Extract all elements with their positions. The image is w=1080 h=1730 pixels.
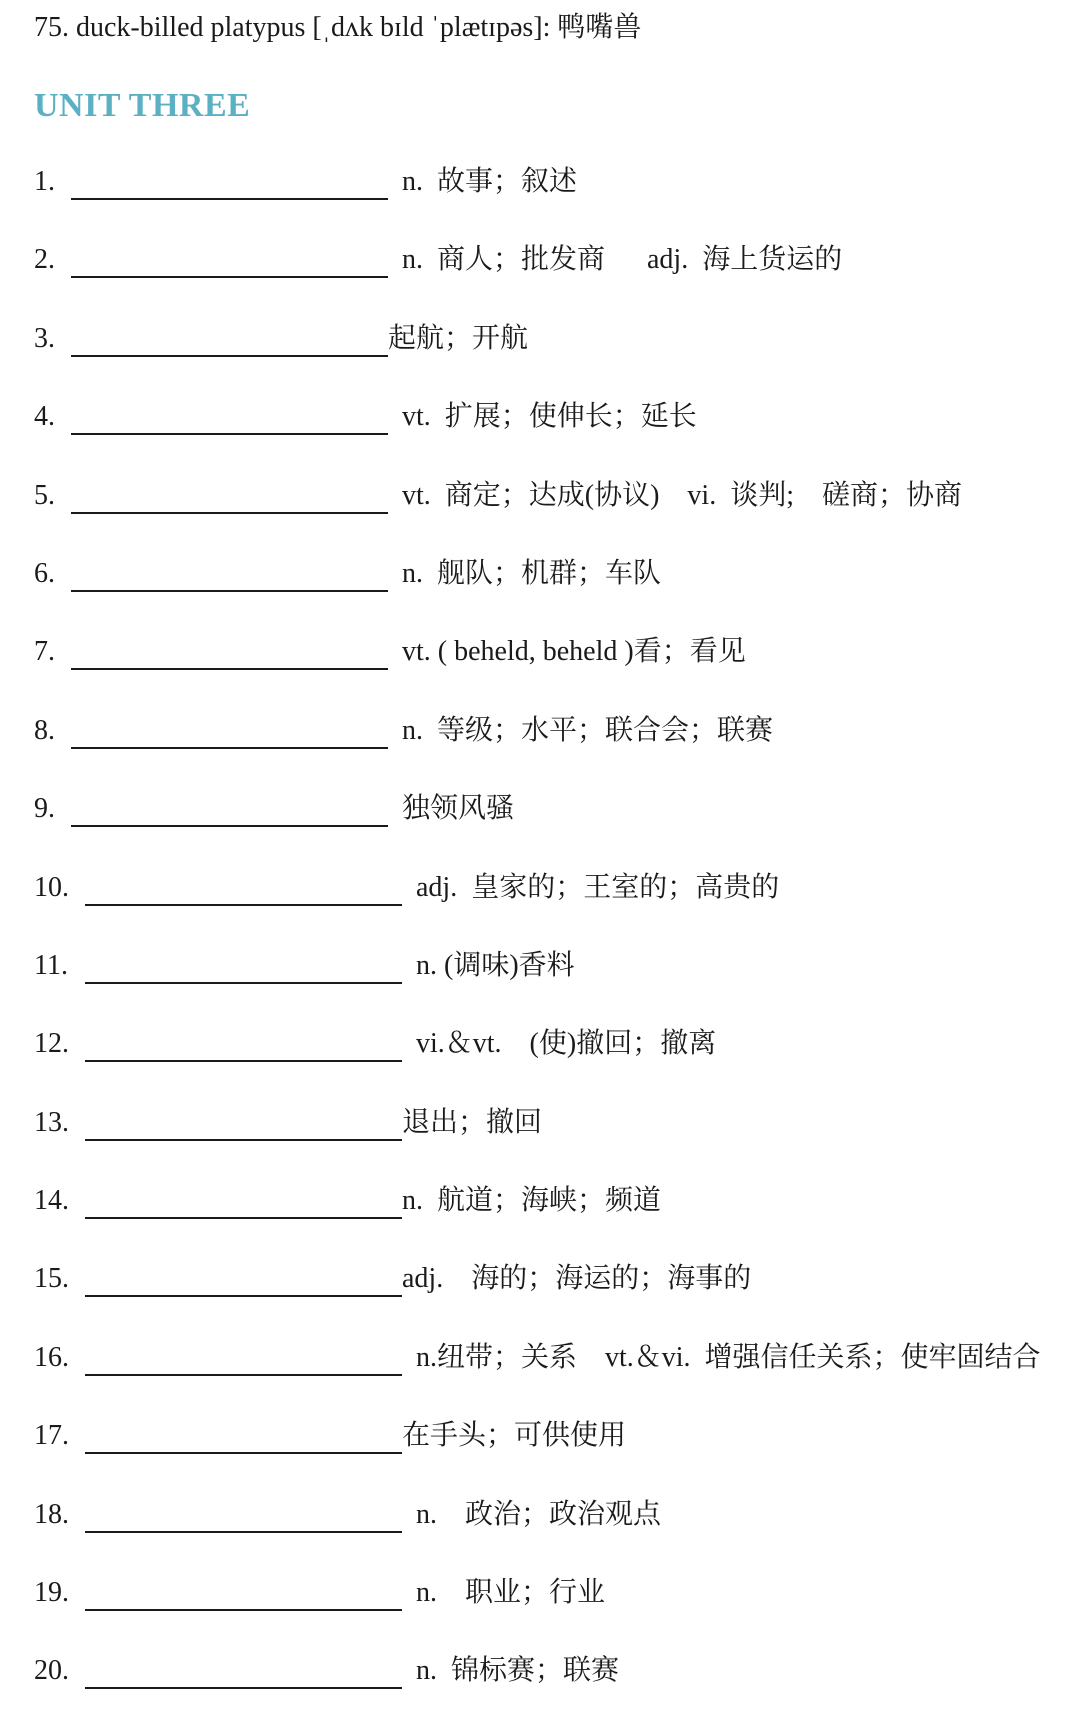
- answer-blank[interactable]: [71, 198, 388, 200]
- vocab-item: [0, 1338, 1080, 1416]
- vocab-item: [0, 162, 1080, 240]
- item-definition: n. 等级；水平；联合会；联赛: [402, 714, 774, 746]
- item-definition: n. 锦标赛；联赛: [416, 1655, 620, 1687]
- item-definition: vt. 商定；达成(协议) vi. 谈判; 磋商；协商: [402, 479, 962, 511]
- answer-blank[interactable]: [85, 1217, 402, 1219]
- answer-blank[interactable]: [85, 1295, 402, 1297]
- item-definition: n. (调味)香料: [416, 949, 575, 981]
- item-number: 9.: [34, 793, 55, 825]
- item-number: 17.: [34, 1420, 69, 1452]
- answer-blank[interactable]: [85, 1687, 402, 1689]
- item-number: 19.: [34, 1577, 69, 1609]
- vocab-item: [0, 868, 1080, 946]
- vocab-item: [0, 1651, 1080, 1729]
- item-number: 4.: [34, 401, 55, 433]
- item-number: 3.: [34, 322, 55, 354]
- vocab-item: [0, 946, 1080, 1024]
- item-number: 5.: [34, 479, 55, 511]
- item-definition: n. 职业；行业: [416, 1577, 606, 1609]
- vocab-item: [0, 789, 1080, 867]
- vocab-item: [0, 240, 1080, 318]
- item-number: 15.: [34, 1263, 69, 1295]
- unit-heading: UNIT THREE: [34, 87, 251, 124]
- item-number: 6.: [34, 557, 55, 589]
- item-definition: vt. ( beheld, beheld )看；看见: [402, 636, 746, 668]
- item-number: 14.: [34, 1185, 69, 1217]
- item-definition: adj. 海的；海运的；海事的: [402, 1263, 752, 1295]
- vocab-item: [0, 1573, 1080, 1651]
- item-number: 10.: [34, 871, 69, 903]
- answer-blank[interactable]: [71, 747, 388, 749]
- answer-blank[interactable]: [71, 668, 388, 670]
- answer-blank[interactable]: [71, 355, 388, 357]
- item-definition: vi.＆vt. (使)撤回；撤离: [416, 1028, 717, 1060]
- vocab-item: [0, 1024, 1080, 1102]
- answer-blank[interactable]: [85, 1531, 402, 1533]
- answer-blank[interactable]: [85, 1452, 402, 1454]
- vocab-item: [0, 554, 1080, 632]
- item-number: 13.: [34, 1106, 69, 1138]
- answer-blank[interactable]: [85, 982, 402, 984]
- item-definition: 起航；开航: [388, 322, 529, 354]
- vocab-item: [0, 1103, 1080, 1181]
- vocab-item: [0, 1259, 1080, 1337]
- item-number: 12.: [34, 1028, 69, 1060]
- item-definition: n. 政治；政治观点: [416, 1498, 662, 1530]
- answer-blank[interactable]: [71, 825, 388, 827]
- item-number: 11.: [34, 949, 68, 981]
- item-number: 8.: [34, 714, 55, 746]
- item-number: 16.: [34, 1341, 69, 1373]
- answer-blank[interactable]: [85, 904, 402, 906]
- answer-blank[interactable]: [71, 590, 388, 592]
- item-definition: n. 商人；批发商 adj. 海上货运的: [402, 244, 843, 276]
- vocab-item: [0, 397, 1080, 475]
- vocab-item: [0, 476, 1080, 554]
- answer-blank[interactable]: [71, 433, 388, 435]
- item-definition: 退出；撤回: [402, 1106, 543, 1138]
- answer-blank[interactable]: [85, 1374, 402, 1376]
- vocab-list: [0, 162, 1080, 1730]
- item-number: 20.: [34, 1655, 69, 1687]
- item-definition: vt. 扩展；使伸长；延长: [402, 401, 697, 433]
- vocab-item: [0, 1181, 1080, 1259]
- item-definition: n.纽带；关系 vt.＆vi. 增强信任关系；使牢固结合: [416, 1341, 1041, 1373]
- answer-blank[interactable]: [71, 276, 388, 278]
- item-number: 7.: [34, 636, 55, 668]
- answer-blank[interactable]: [85, 1609, 402, 1611]
- item-number: 1.: [34, 166, 55, 197]
- answer-blank[interactable]: [85, 1060, 402, 1062]
- item-definition: n. 故事；叙述: [402, 166, 578, 197]
- answer-blank[interactable]: [85, 1139, 402, 1141]
- item-definition: n. 航道；海峡；频道: [402, 1185, 662, 1217]
- answer-blank[interactable]: [71, 512, 388, 514]
- item-number: 2.: [34, 244, 55, 276]
- vocab-item: [0, 1416, 1080, 1494]
- vocab-item: [0, 711, 1080, 789]
- vocab-item: [0, 319, 1080, 397]
- item-definition: 在手头；可供使用: [402, 1420, 627, 1452]
- previous-vocab-item: 75. duck-billed platypus [ˌdʌk bɪld ˈplætɪpəs]: 鸭嘴兽: [34, 12, 642, 43]
- item-definition: 独领风骚: [402, 793, 515, 825]
- item-definition: n. 舰队；机群；车队: [402, 557, 662, 589]
- item-number: 18.: [34, 1498, 69, 1530]
- vocab-item: [0, 632, 1080, 710]
- item-definition: adj. 皇家的；王室的；高贵的: [416, 871, 780, 903]
- vocab-item: [0, 1495, 1080, 1573]
